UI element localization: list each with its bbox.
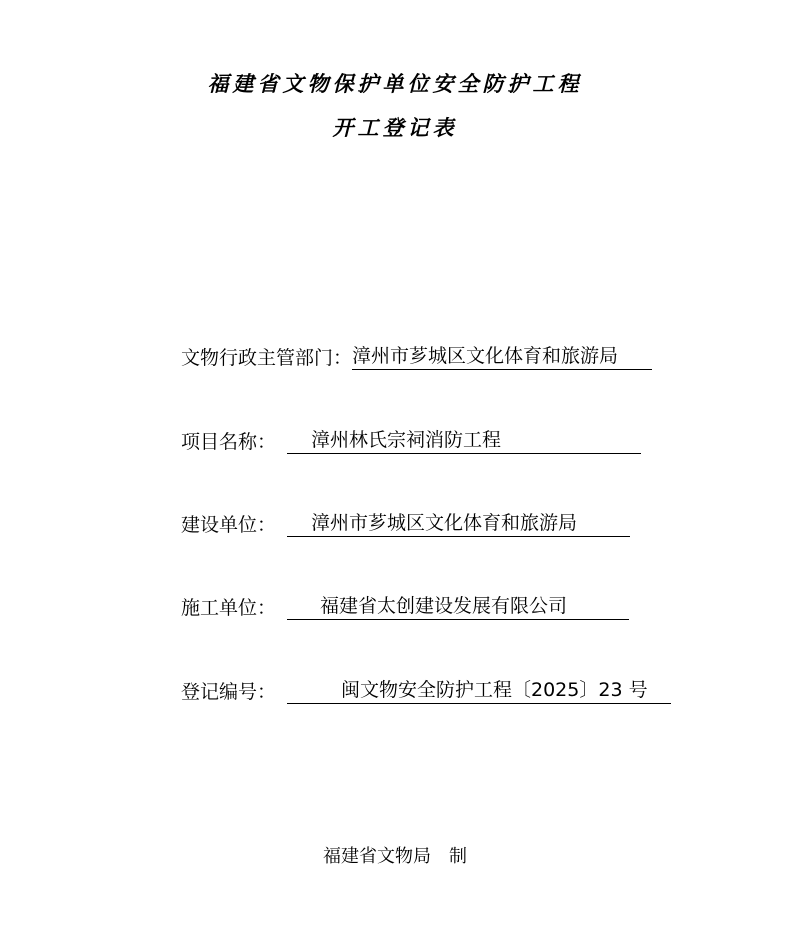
authority-label: 文物行政主管部门： — [181, 347, 353, 369]
field-row-authority — [181, 336, 652, 370]
project-name-label: 项目名称： — [181, 431, 277, 453]
field-row-registration-number — [181, 670, 671, 704]
registration-number-value: 闽文物安全防护工程〔2025〕23 号 — [287, 678, 671, 704]
registration-number-label: 登记编号： — [181, 681, 277, 703]
document-subtitle: 开工登记表 — [332, 115, 458, 140]
issuer-footer — [0, 842, 790, 868]
document-title: 福建省文物保护单位安全防护工程 — [207, 71, 583, 96]
issuer-name: 福建省文物局 — [323, 846, 431, 867]
project-name-value: 漳州林氏宗祠消防工程 — [287, 428, 641, 454]
issuer-suffix: 制 — [449, 846, 467, 867]
constructor-value: 福建省太创建设发展有限公司 — [287, 594, 629, 620]
field-row-project — [181, 420, 641, 454]
constructor-label: 施工单位： — [181, 597, 277, 619]
builder-label: 建设单位： — [181, 514, 277, 536]
field-row-constructor — [181, 586, 629, 620]
field-row-builder — [181, 503, 630, 537]
builder-value: 漳州市芗城区文化体育和旅游局 — [287, 511, 630, 537]
authority-value: 漳州市芗城区文化体育和旅游局 — [352, 344, 652, 370]
